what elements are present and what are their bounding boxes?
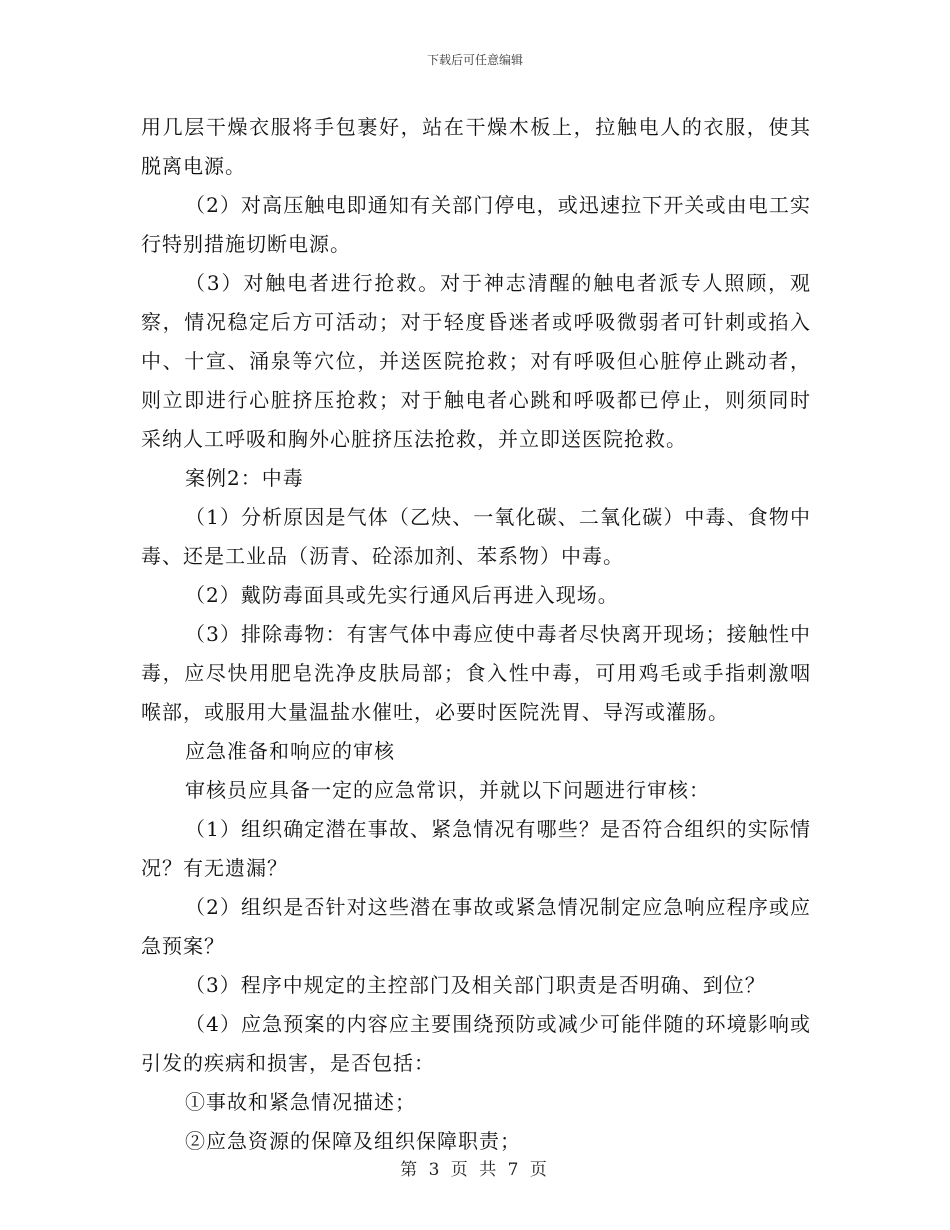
paragraph-audit-q4: （4）应急预案的内容应主要围绕预防或减少可能伴随的环境影响或引发的疾病和损害，是否包括： [141,1012,811,1075]
list-item-2: ②应急资源的保障及组织保障职责； [185,1129,521,1153]
paragraph-rescue: （3）对触电者进行抢救。对于神志清醒的触电者派专人照顾，观察，情况稳定后方可活动；对于轻度昏迷者或呼吸微弱者可针刺或掐入中、十宣、涌泉等穴位，并送医院抢救；对有呼吸但心脏停止跳动者，则立即进行心脏挤压抢救；对于触电者心跳和呼吸都已停止，则须同时采纳人工呼吸和胸外心脏挤压法抢救，并立即送医院抢救。 [141,271,811,451]
page-header: 下载后可任意编辑 [426,53,523,67]
paragraph-gas-mask: （2）戴防毒面具或先实行通风后再进入现场。 [185,583,619,607]
list-item-1: ①事故和紧急情况描述； [185,1090,416,1114]
heading-case-2: 案例2：中毒 [185,466,304,490]
heading-emergency-audit: 应急准备和响应的审核 [185,739,395,763]
paragraph-remove-poison: （3）排除毒物：有害气体中毒应使中毒者尽快离开现场；接触性中毒，应尽快用肥皂洗净皮肤局部；食入性中毒，可用鸡毛或手指刺激咽喉部，或服用大量温盐水催吐，必要时医院洗胃、导泻或灌肠。 [141,622,811,724]
paragraph-electric-shock-continued: 用几层干燥衣服将手包裹好，站在干燥木板上，拉触电人的衣服，使其脱离电源。 [141,115,811,178]
paragraph-high-voltage: （2）对高压触电即通知有关部门停电，或迅速拉下开关或由电工实行特别措施切断电源。 [141,193,811,256]
paragraph-auditor: 审核员应具备一定的应急常识，并就以下问题进行审核： [185,778,710,802]
paragraph-audit-q3: （3）程序中规定的主控部门及相关部门职责是否明确、到位？ [185,973,766,997]
paragraph-audit-q1: （1）组织确定潜在事故、紧急情况有哪些？是否符合组织的实际情况？有无遗漏？ [141,817,811,880]
document-body [141,108,811,1161]
paragraph-audit-q2: （2）组织是否针对这些潜在事故或紧急情况制定应急响应程序或应急预案？ [141,895,811,958]
page-footer: 第 3 页 共 7 页 [400,1160,550,1180]
paragraph-poison-cause: （1）分析原因是气体（乙炔、一氧化碳、二氧化碳）中毒、食物中毒、还是工业品（沥青、砼添加剂、苯系物）中毒。 [141,505,811,568]
